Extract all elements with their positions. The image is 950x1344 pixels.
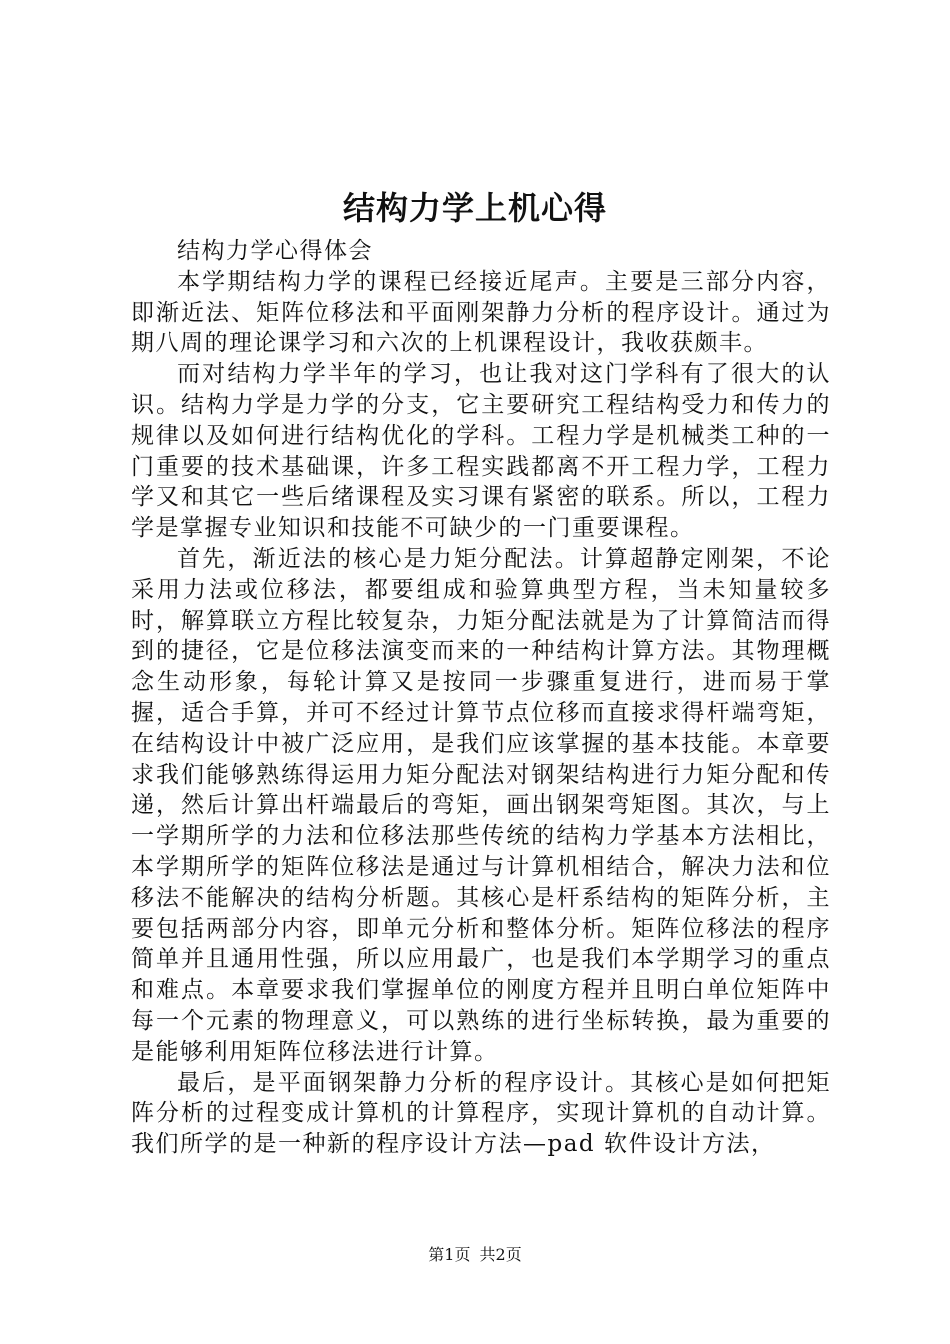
document-title: 结构力学上机心得 — [342, 189, 607, 227]
paragraph-3: 首先，渐近法的核心是力矩分配法。计算超静定刚架，不论采用力法或位移法，都要组成和验算典型方程，当未知量较多时，解算联立方程比较复杂，力矩分配法就是为了计算简洁而得到的捷径，它是位移法演变而来的一种结构计算方法。其物理概念生动形象，每轮计算又是按同一步骤重复进行，进而易于掌握，适合手算，并可不经过计算节点位移而直接求得杆端弯矩，在结构设计中被广泛应用，是我们应该掌握的基本技能。本章要求我们能够熟练得运用力矩分配法对钢架结构进行力矩分配和传递，然后计算出杆端最后的弯矩，画出钢架弯矩图。其次，与上一学期所学的力法和位移法那些传统的结构力学基本方法相比，本学期所学的矩阵位移法是通过与计算机相结合，解决力法和位移法不能解决的结构分析题。其核心是杆系结构的矩阵分析，主要包括两部分内容，即单元分析和整体分析。矩阵位移法的程序简单并且通用性强，所以应用最广，也是我们本学期学习的重点和难点。本章要求我们掌握单位的刚度方程并且明白单位矩阵中每一个元素的物理意义，可以熟练的进行坐标转换，最为重要的是能够利用矩阵位移法进行计算。 — [131, 545, 831, 1065]
page-total: 共2页 — [479, 1245, 522, 1264]
paragraph-4: 最后，是平面钢架静力分析的程序设计。其核心是如何把矩阵分析的过程变成计算机的计算程序，实现计算机的自动计算。我们所学的是一种新的程序设计方法—pad 软件设计方法， — [131, 1069, 831, 1158]
page-footer — [0, 1244, 950, 1266]
page-number: 第1页 — [428, 1245, 471, 1264]
paragraph-2: 而对结构力学半年的学习，也让我对这门学科有了很大的认识。结构力学是力学的分支，它主要研究工程结构受力和传力的规律以及如何进行结构优化的学科。工程力学是机械类工种的一门重要的技术基础课，许多工程实践都离不开工程力学，工程力学又和其它一些后绪课程及实习课有紧密的联系。所以，工程力学是掌握专业知识和技能不可缺少的一门重要课程。 — [131, 361, 831, 542]
document-subtitle: 结构力学心得体会 — [177, 238, 373, 264]
document-body — [131, 236, 831, 1160]
paragraph-1: 本学期结构力学的课程已经接近尾声。主要是三部分内容，即渐近法、矩阵位移法和平面刚架静力分析的程序设计。通过为期八周的理论课学习和六次的上机课程设计，我收获颇丰。 — [131, 268, 831, 357]
